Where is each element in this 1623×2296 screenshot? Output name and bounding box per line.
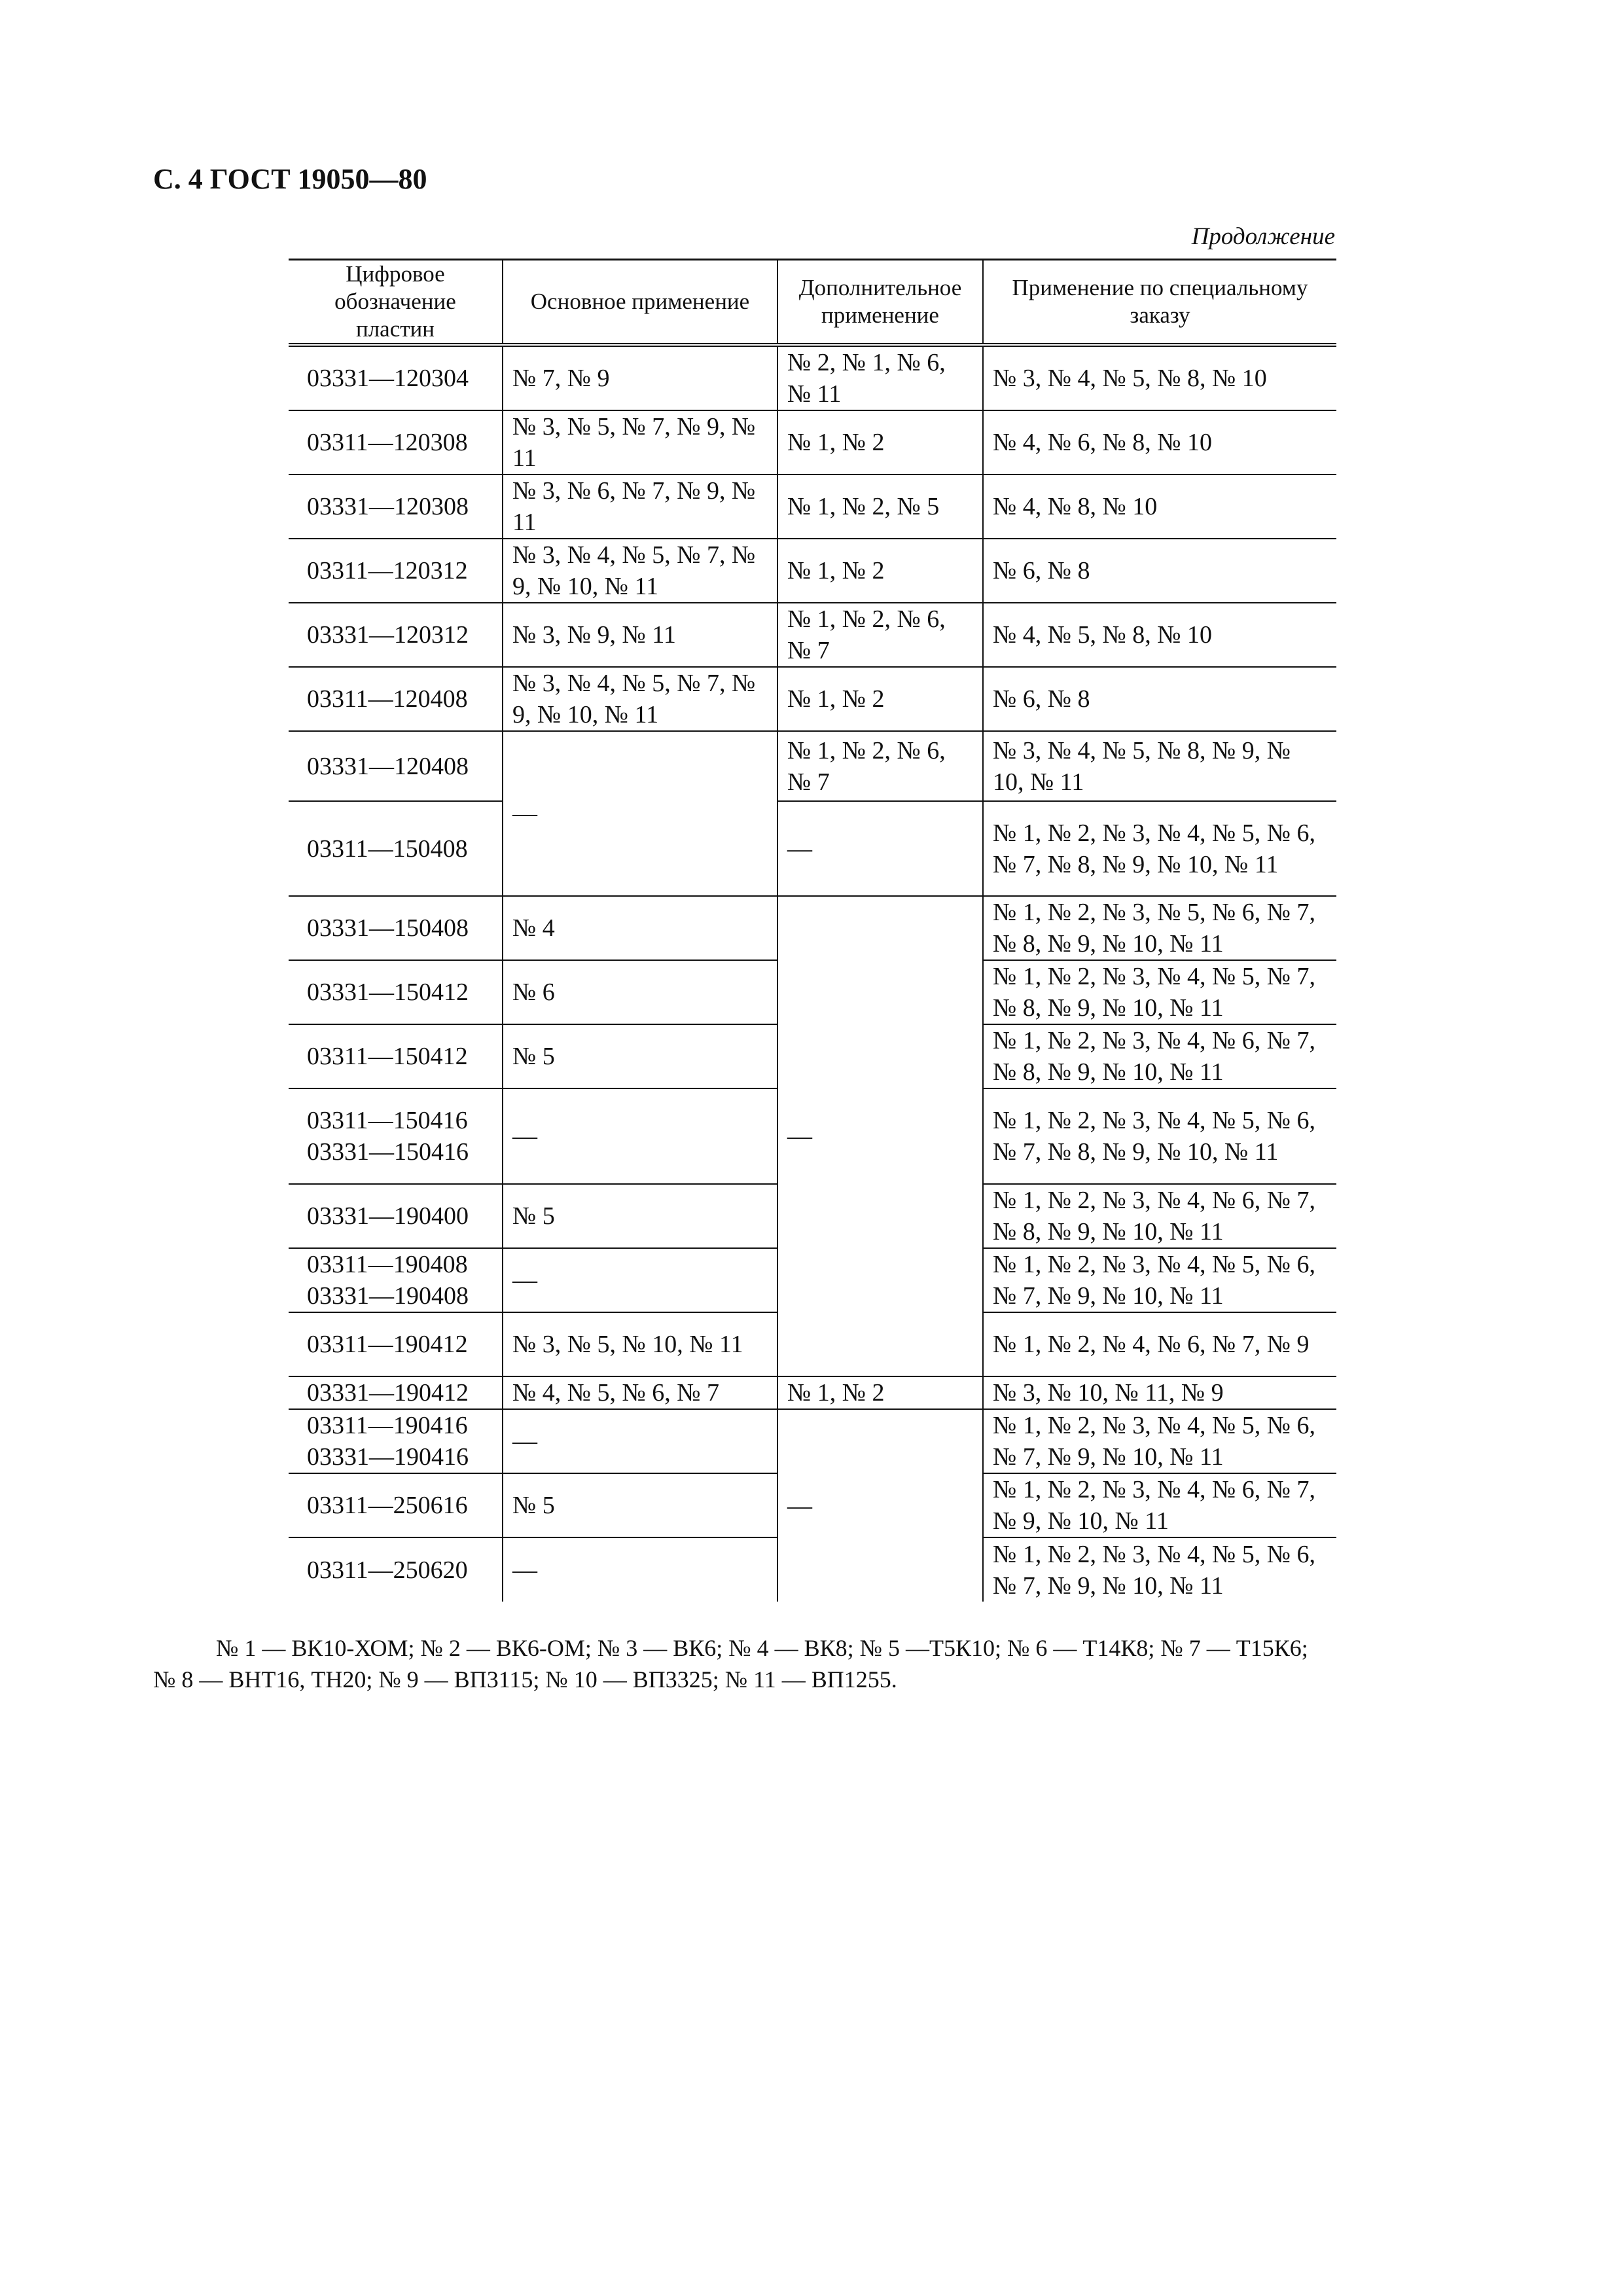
special-order: № 1, № 2, № 4, № 6, № 7, № 9: [983, 1312, 1336, 1376]
extra-use: —: [777, 896, 983, 1376]
special-order: № 1, № 2, № 3, № 4, № 5, № 6, № 7, № 9, № 10, № 11: [983, 1409, 1336, 1473]
table-row: [289, 667, 1336, 731]
main-use: № 5: [503, 1024, 777, 1088]
special-order: № 1, № 2, № 3, № 4, № 5, № 6, № 7, № 9, № 10, № 11: [983, 1248, 1336, 1312]
table-header-row: [289, 260, 1336, 346]
extra-use: № 1, № 2: [777, 1376, 983, 1409]
plate-code: [289, 1248, 503, 1312]
main-use: № 3, № 4, № 5, № 7, № 9, № 10, № 11: [503, 539, 777, 603]
plate-code: 03311—120408: [289, 667, 503, 731]
main-use: —: [503, 731, 777, 896]
plate-code: 03311—190412: [289, 1312, 503, 1376]
plate-code: 03331—150408: [289, 896, 503, 960]
special-order: № 1, № 2, № 3, № 4, № 6, № 7, № 8, № 9, № 10, № 11: [983, 1184, 1336, 1248]
table-row: [289, 1376, 1336, 1409]
table-row: [289, 1409, 1336, 1473]
main-use: № 6: [503, 960, 777, 1024]
special-order: № 1, № 2, № 3, № 4, № 5, № 6, № 7, № 9, № 10, № 11: [983, 1537, 1336, 1602]
main-use: № 4: [503, 896, 777, 960]
plate-code: 03311—150412: [289, 1024, 503, 1088]
main-use: —: [503, 1537, 777, 1602]
table-row: [289, 410, 1336, 475]
table-row: [289, 345, 1336, 410]
table-row: [289, 475, 1336, 539]
plate-code: [289, 1409, 503, 1473]
table-row: [289, 603, 1336, 667]
continuation-label: Продолжение: [1191, 223, 1335, 250]
table-row: [289, 896, 1336, 960]
extra-use: —: [777, 1409, 983, 1602]
plate-code: 03331—120304: [289, 345, 503, 410]
main-use: —: [503, 1248, 777, 1312]
extra-use: № 1, № 2, № 5: [777, 475, 983, 539]
plate-code: 03331—120408: [289, 731, 503, 801]
extra-use: —: [777, 801, 983, 896]
extra-use: № 1, № 2: [777, 667, 983, 731]
table-row: [289, 801, 1336, 896]
plate-code: 03331—150412: [289, 960, 503, 1024]
special-order: № 3, № 4, № 5, № 8, № 10: [983, 345, 1336, 410]
plate-code-secondary: 03331—190416: [307, 1443, 469, 1471]
special-order: № 4, № 6, № 8, № 10: [983, 410, 1336, 475]
special-order: № 1, № 2, № 3, № 4, № 6, № 7, № 8, № 9, № 10, № 11: [983, 1024, 1336, 1088]
plate-code: 03331—120308: [289, 475, 503, 539]
table-row: [289, 731, 1336, 801]
legend-line: № 8 — ВНТ16, ТН20; № 9 — ВП3115; № 10 — ВП3325; № 11 — ВП1255.: [153, 1666, 897, 1693]
header-special-order: Применение по специальному заказу: [983, 260, 1336, 346]
plate-code: 03331—190412: [289, 1376, 503, 1409]
main-use: № 3, № 4, № 5, № 7, № 9, № 10, № 11: [503, 667, 777, 731]
plate-code: 03311—250616: [289, 1473, 503, 1537]
main-use: № 5: [503, 1473, 777, 1537]
plate-code: 03331—190400: [289, 1184, 503, 1248]
main-use: № 7, № 9: [503, 345, 777, 410]
main-use: № 3, № 9, № 11: [503, 603, 777, 667]
special-order: № 6, № 8: [983, 539, 1336, 603]
main-use: № 5: [503, 1184, 777, 1248]
plate-code: 03331—120312: [289, 603, 503, 667]
main-use: № 3, № 5, № 7, № 9, № 11: [503, 410, 777, 475]
plate-code: 03311—250620: [289, 1537, 503, 1602]
extra-use: № 2, № 1, № 6, № 11: [777, 345, 983, 410]
extra-use: № 1, № 2: [777, 410, 983, 475]
table-row: [289, 539, 1336, 603]
plate-code-primary: 03311—190416: [307, 1412, 468, 1439]
special-order: № 1, № 2, № 3, № 4, № 6, № 7, № 9, № 10, № 11: [983, 1473, 1336, 1537]
page-header: С. 4 ГОСТ 19050—80: [153, 163, 427, 195]
plate-code: 03311—120308: [289, 410, 503, 475]
plate-code-secondary: 03331—150416: [307, 1138, 469, 1166]
header-code: Цифровое обозначение пластин: [289, 260, 503, 346]
plate-code: 03311—150408: [289, 801, 503, 896]
special-order: № 3, № 4, № 5, № 8, № 9, № 10, № 11: [983, 731, 1336, 801]
main-use: № 3, № 6, № 7, № 9, № 11: [503, 475, 777, 539]
special-order: № 4, № 8, № 10: [983, 475, 1336, 539]
main-use: № 3, № 5, № 10, № 11: [503, 1312, 777, 1376]
special-order: № 1, № 2, № 3, № 4, № 5, № 6, № 7, № 8, № 9, № 10, № 11: [983, 801, 1336, 896]
legend-line: № 1 — ВК10-ХОМ; № 2 — ВК6-ОМ; № 3 — ВК6; № 4 — ВК8; № 5 —Т5К10; № 6 — Т14К8; № 7 — Т15К6;: [216, 1635, 1308, 1661]
header-main-use: Основное применение: [503, 260, 777, 346]
main-use: —: [503, 1409, 777, 1473]
plate-code-primary: 03311—150416: [307, 1107, 468, 1134]
main-use: —: [503, 1088, 777, 1184]
extra-use: № 1, № 2, № 6, № 7: [777, 603, 983, 667]
plates-application-table: [289, 259, 1336, 1602]
extra-use: № 1, № 2, № 6, № 7: [777, 731, 983, 801]
extra-use: № 1, № 2: [777, 539, 983, 603]
special-order: № 3, № 10, № 11, № 9: [983, 1376, 1336, 1409]
plate-code: 03311—120312: [289, 539, 503, 603]
special-order: № 1, № 2, № 3, № 4, № 5, № 6, № 7, № 8, № 9, № 10, № 11: [983, 1088, 1336, 1184]
material-legend: [153, 1632, 1470, 1695]
special-order: № 6, № 8: [983, 667, 1336, 731]
special-order: № 4, № 5, № 8, № 10: [983, 603, 1336, 667]
plate-code-primary: 03311—190408: [307, 1251, 468, 1278]
special-order: № 1, № 2, № 3, № 4, № 5, № 7, № 8, № 9, № 10, № 11: [983, 960, 1336, 1024]
special-order: № 1, № 2, № 3, № 5, № 6, № 7, № 8, № 9, № 10, № 11: [983, 896, 1336, 960]
main-use: № 4, № 5, № 6, № 7: [503, 1376, 777, 1409]
plate-code: [289, 1088, 503, 1184]
header-extra-use: Дополнительное применение: [777, 260, 983, 346]
plate-code-secondary: 03331—190408: [307, 1282, 469, 1310]
